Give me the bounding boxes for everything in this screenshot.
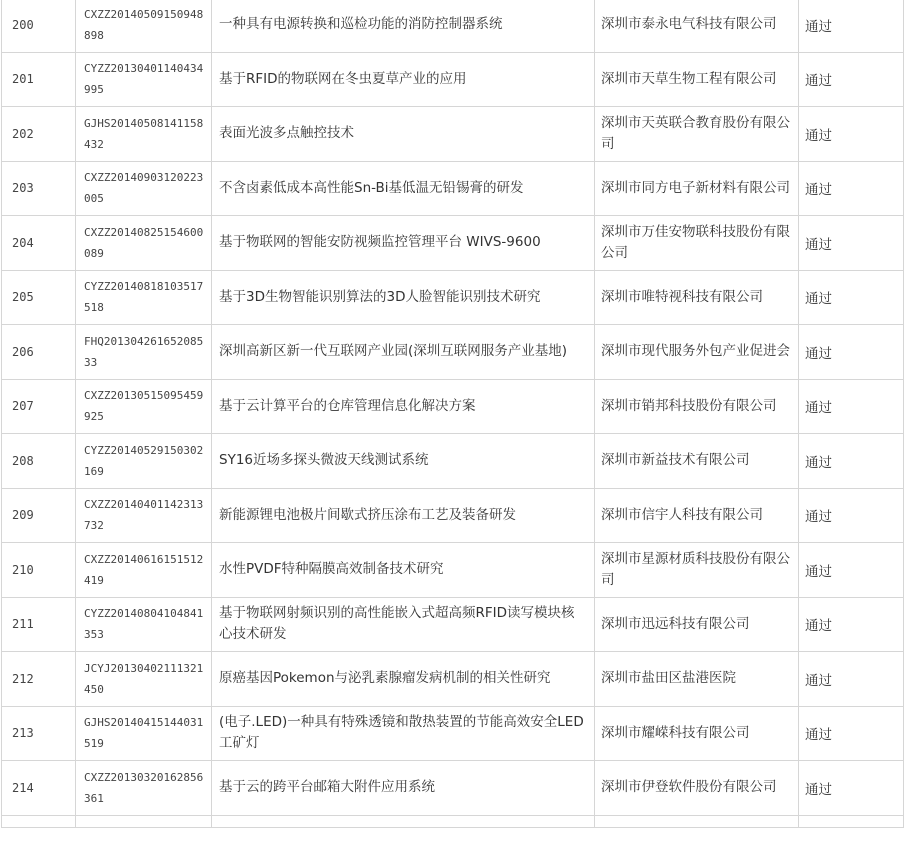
row-number: 207: [2, 379, 76, 434]
review-result: 通过: [799, 216, 904, 271]
empty-cell: [212, 815, 595, 827]
organization-name: 深圳市迅远科技有限公司: [595, 597, 799, 652]
review-result: 通过: [799, 597, 904, 652]
project-code: CYZZ20140529150302169: [76, 434, 212, 489]
row-number: 202: [2, 107, 76, 162]
row-number: 214: [2, 761, 76, 816]
table-row: [2, 706, 904, 761]
organization-name: 深圳市伊登软件股份有限公司: [595, 761, 799, 816]
review-result: 通过: [799, 270, 904, 325]
review-result: 通过: [799, 379, 904, 434]
project-title: SY16近场多探头微波天线测试系统: [212, 434, 595, 489]
row-number: 212: [2, 652, 76, 707]
row-number: 208: [2, 434, 76, 489]
organization-name: 深圳市天草生物工程有限公司: [595, 52, 799, 107]
table-row: [2, 270, 904, 325]
table-row: [2, 0, 904, 52]
organization-name: 深圳市唯特视科技有限公司: [595, 270, 799, 325]
review-result: 通过: [799, 107, 904, 162]
review-result: 通过: [799, 434, 904, 489]
project-code: CXZZ20130515095459925: [76, 379, 212, 434]
project-title: 表面光波多点触控技术: [212, 107, 595, 162]
row-number: 201: [2, 52, 76, 107]
table-row: [2, 543, 904, 598]
review-result: 通过: [799, 761, 904, 816]
review-result: 通过: [799, 52, 904, 107]
project-code: CYZZ20140804104841353: [76, 597, 212, 652]
project-title: 深圳高新区新一代互联网产业园(深圳互联网服务产业基地): [212, 325, 595, 380]
project-code: CXZZ20130320162856361: [76, 761, 212, 816]
organization-name: 深圳市天英联合教育股份有限公司: [595, 107, 799, 162]
project-code: GJHS20140415144031519: [76, 706, 212, 761]
project-code: CXZZ20140401142313732: [76, 488, 212, 543]
organization-name: 深圳市万佳安物联科技股份有限公司: [595, 216, 799, 271]
organization-name: 深圳市同方电子新材料有限公司: [595, 161, 799, 216]
organization-name: 深圳市销邦科技股份有限公司: [595, 379, 799, 434]
table-row: [2, 434, 904, 489]
table-row: [2, 652, 904, 707]
organization-name: 深圳市星源材质科技股份有限公司: [595, 543, 799, 598]
row-number: 210: [2, 543, 76, 598]
row-number: 206: [2, 325, 76, 380]
project-title: 新能源锂电池极片间歇式挤压涂布工艺及装备研发: [212, 488, 595, 543]
row-number: 213: [2, 706, 76, 761]
table-row: [2, 597, 904, 652]
project-results-table: [1, 0, 904, 828]
empty-cell: [799, 815, 904, 827]
row-number: 203: [2, 161, 76, 216]
row-number: 205: [2, 270, 76, 325]
project-title: 基于云的跨平台邮箱大附件应用系统: [212, 761, 595, 816]
project-title: 不含卤素低成本高性能Sn-Bi基低温无铅锡膏的研发: [212, 161, 595, 216]
row-number: 200: [2, 0, 76, 52]
row-number: 209: [2, 488, 76, 543]
organization-name: 深圳市盐田区盐港医院: [595, 652, 799, 707]
organization-name: 深圳市泰永电气科技有限公司: [595, 0, 799, 52]
project-code: CXZZ20140509150948898: [76, 0, 212, 52]
project-code: GJHS20140508141158432: [76, 107, 212, 162]
project-title: 水性PVDF特种隔膜高效制备技术研究: [212, 543, 595, 598]
project-title: 一种具有电源转换和巡检功能的消防控制器系统: [212, 0, 595, 52]
project-title: 原癌基因Pokemon与泌乳素腺瘤发病机制的相关性研究: [212, 652, 595, 707]
table-body: [2, 0, 904, 827]
review-result: 通过: [799, 0, 904, 52]
table-row: [2, 216, 904, 271]
table-row: [2, 107, 904, 162]
organization-name: 深圳市耀嵘科技有限公司: [595, 706, 799, 761]
table-row: [2, 161, 904, 216]
review-result: 通过: [799, 543, 904, 598]
project-title: 基于3D生物智能识别算法的3D人脸智能识别技术研究: [212, 270, 595, 325]
table-row: [2, 52, 904, 107]
project-code: CXZZ20140825154600089: [76, 216, 212, 271]
project-code: CYZZ20140818103517518: [76, 270, 212, 325]
project-title: 基于物联网射频识别的高性能嵌入式超高频RFID读写模块核心技术研发: [212, 597, 595, 652]
table-row: [2, 761, 904, 816]
row-number: 211: [2, 597, 76, 652]
row-number: 204: [2, 216, 76, 271]
project-code: CXZZ20140903120223005: [76, 161, 212, 216]
table-row: [2, 325, 904, 380]
empty-cell: [595, 815, 799, 827]
review-result: 通过: [799, 652, 904, 707]
project-title: (电子.LED)一种具有特殊透镜和散热装置的节能高效安全LED工矿灯: [212, 706, 595, 761]
project-code: CXZZ20140616151512419: [76, 543, 212, 598]
organization-name: 深圳市现代服务外包产业促进会: [595, 325, 799, 380]
organization-name: 深圳市信宇人科技有限公司: [595, 488, 799, 543]
project-code: CYZZ20130401140434995: [76, 52, 212, 107]
review-result: 通过: [799, 488, 904, 543]
table-row-partial: [2, 815, 904, 827]
project-title: 基于物联网的智能安防视频监控管理平台 WIVS-9600: [212, 216, 595, 271]
empty-cell: [2, 815, 76, 827]
organization-name: 深圳市新益技术有限公司: [595, 434, 799, 489]
project-title: 基于RFID的物联网在冬虫夏草产业的应用: [212, 52, 595, 107]
project-code: FHQ20130426165208533: [76, 325, 212, 380]
empty-cell: [76, 815, 212, 827]
table-row: [2, 379, 904, 434]
review-result: 通过: [799, 706, 904, 761]
project-title: 基于云计算平台的仓库管理信息化解决方案: [212, 379, 595, 434]
review-result: 通过: [799, 161, 904, 216]
table-row: [2, 488, 904, 543]
review-result: 通过: [799, 325, 904, 380]
project-code: JCYJ20130402111321450: [76, 652, 212, 707]
